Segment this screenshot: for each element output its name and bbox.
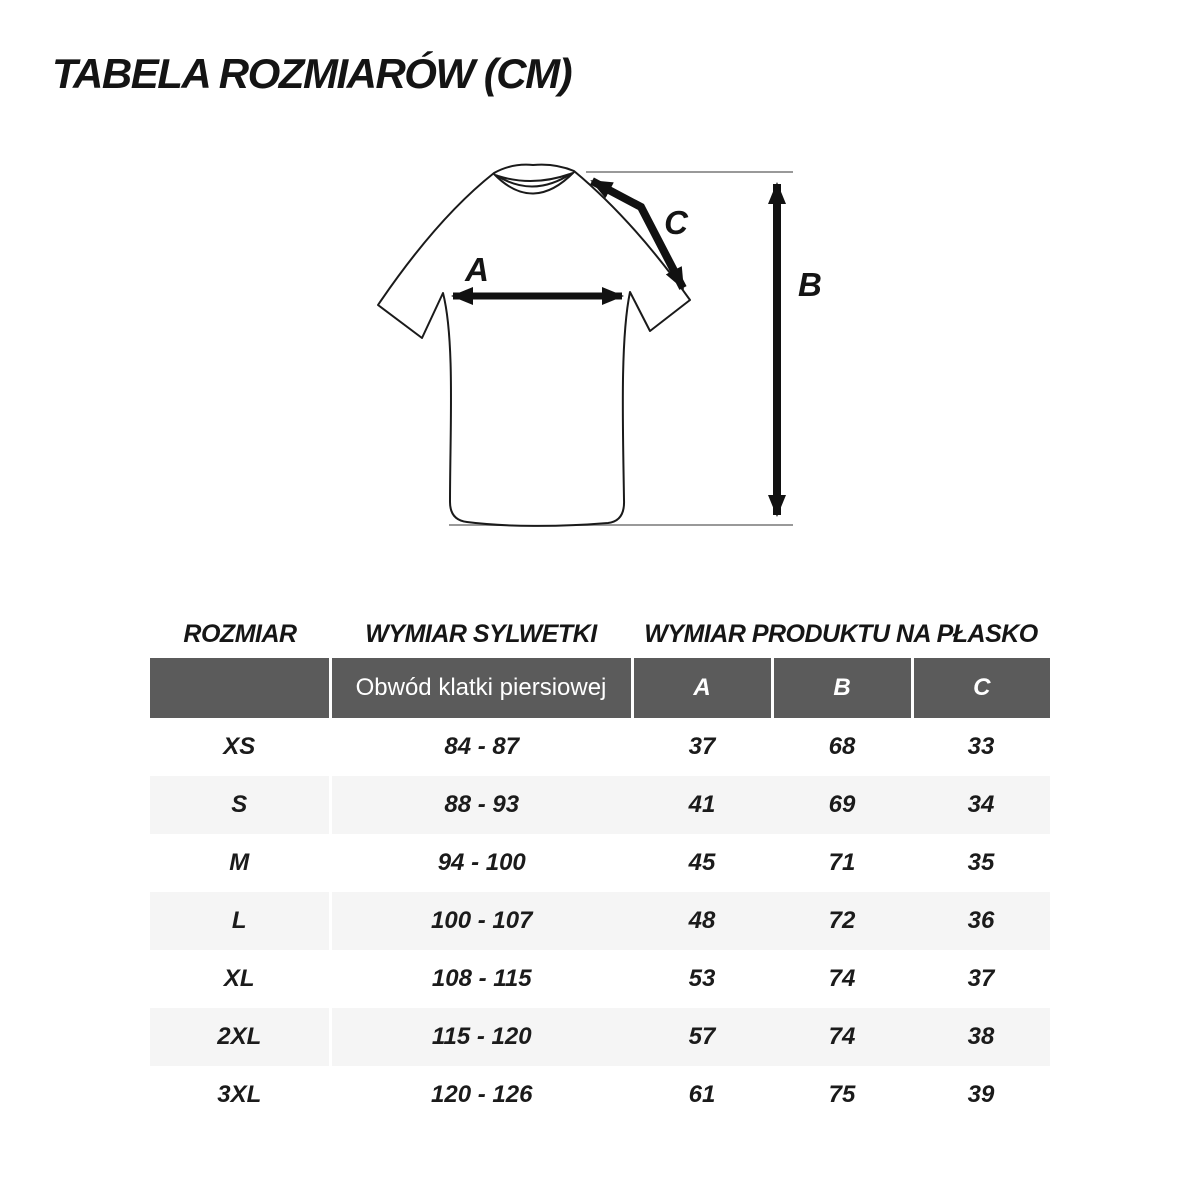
b-cell: 68	[828, 733, 856, 760]
chest-cell: 120 - 126	[431, 1081, 533, 1108]
size-cell: S	[150, 776, 330, 834]
table-group-headers	[150, 608, 1050, 658]
table-row-2xl	[150, 1008, 1050, 1066]
b-cell: 74	[828, 965, 856, 992]
chest-cell: 88 - 93	[444, 791, 520, 818]
header-cell-chest: Obwód klatki piersiowej	[330, 658, 632, 718]
group-header-rozmiar: ROZMIAR	[183, 620, 297, 648]
c-cell: 34	[967, 791, 995, 818]
table-row-xs	[150, 718, 1050, 776]
a-cell: 41	[688, 791, 716, 818]
b-cell: 74	[828, 1023, 856, 1050]
size-table-header	[150, 658, 1050, 718]
group-header-wymiar-sylwetki: WYMIAR SYLWETKI	[365, 620, 597, 648]
measure-label-b: B	[798, 266, 822, 303]
header-cell-blank	[150, 658, 330, 718]
c-cell: 39	[967, 1081, 995, 1108]
b-cell: 75	[828, 1081, 856, 1108]
measure-label-a: A	[465, 251, 489, 288]
chest-cell: 115 - 120	[431, 1023, 532, 1050]
header-cell-b: B	[772, 658, 912, 718]
group-header-wymiar-produktu: WYMIAR PRODUKTU NA PŁASKO	[644, 620, 1038, 648]
c-cell: 38	[967, 1023, 995, 1050]
table-row-s	[150, 776, 1050, 834]
tshirt-measurement-diagram	[330, 135, 850, 565]
b-cell: 69	[828, 791, 856, 818]
size-cell: M	[150, 834, 330, 892]
a-cell: 57	[688, 1023, 716, 1050]
table-header-row	[150, 658, 1050, 718]
size-cell: 3XL	[150, 1066, 330, 1124]
header-cell-a: A	[632, 658, 772, 718]
chest-cell: 84 - 87	[444, 733, 520, 760]
chest-cell: 94 - 100	[437, 849, 526, 876]
size-cell: L	[150, 892, 330, 950]
c-cell: 33	[967, 733, 995, 760]
b-cell: 72	[828, 907, 856, 934]
a-cell: 48	[688, 907, 716, 934]
b-cell: 71	[828, 849, 856, 876]
chest-cell: 100 - 107	[431, 907, 533, 934]
chest-cell: 108 - 115	[431, 965, 532, 992]
size-cell: 2XL	[150, 1008, 330, 1066]
a-cell: 37	[688, 733, 716, 760]
table-row-xl	[150, 950, 1050, 1008]
header-cell-c: C	[912, 658, 1050, 718]
size-table-section	[150, 608, 1050, 1124]
measure-label-c: C	[664, 204, 688, 241]
c-cell: 35	[967, 849, 995, 876]
a-cell: 61	[688, 1081, 716, 1108]
size-cell: XL	[150, 950, 330, 1008]
c-cell: 37	[967, 965, 995, 992]
table-row-3xl	[150, 1066, 1050, 1124]
table-row-l	[150, 892, 1050, 950]
a-cell: 45	[688, 849, 716, 876]
page-title: TABELA ROZMIARÓW (CM)	[52, 50, 572, 97]
size-table	[150, 658, 1050, 1124]
size-table-body	[150, 718, 1050, 1124]
c-cell: 36	[967, 907, 995, 934]
table-row-m	[150, 834, 1050, 892]
tshirt-diagram-svg	[330, 135, 850, 565]
a-cell: 53	[688, 965, 716, 992]
size-cell: XS	[150, 718, 330, 776]
